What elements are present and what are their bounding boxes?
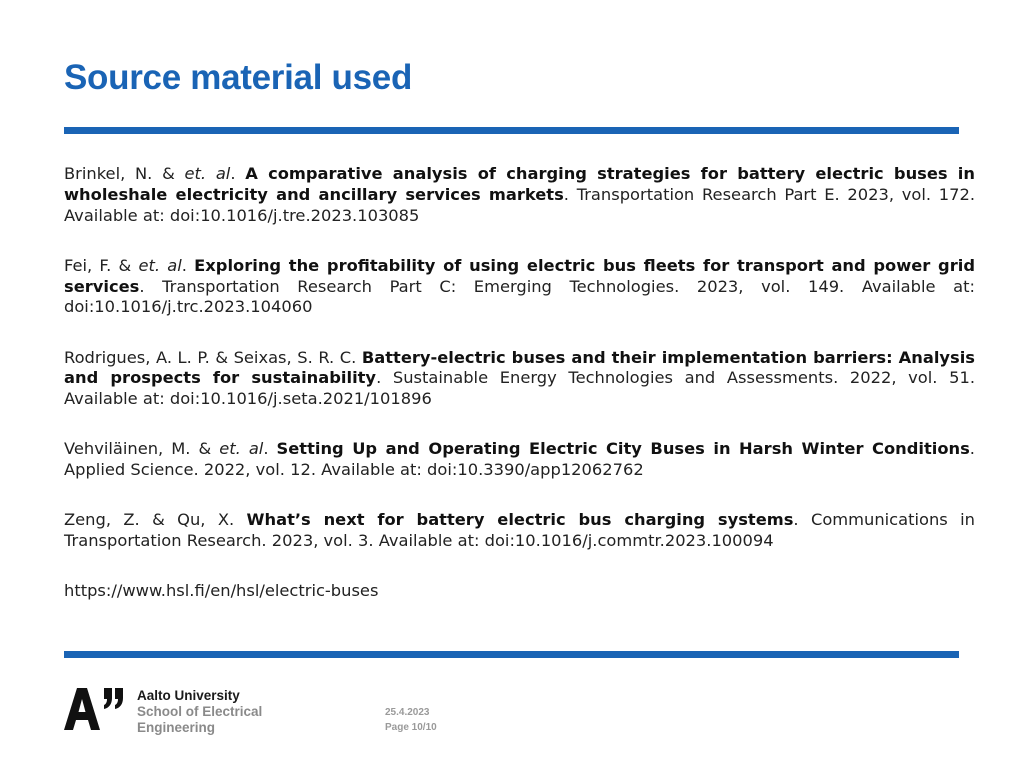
footer-branding — [64, 688, 262, 736]
reference-etal: et. al — [138, 255, 182, 275]
reference-title: What’s next for battery electric bus charging systems — [246, 510, 794, 530]
reference-authors: Brinkel, N. & — [64, 164, 185, 183]
reference-url-link[interactable]: https://www.hsl.fi/en/hsl/electric-buses — [64, 581, 379, 601]
reference-separator: . — [230, 164, 246, 183]
reference-source: . Sustainable Energy Technologies and Assessments. 2022, vol. 51. Available at: doi:10.1016/j.seta.2021/101896 — [64, 368, 976, 409]
reference-etal: et. al — [184, 164, 231, 183]
reference-source: . Transportation Research Part C: Emerging Technologies. 2023, vol. 149. Available at: doi:10.1016/j.trc.2023.104060 — [64, 276, 975, 317]
slide-date: 25.4.2023 — [385, 707, 430, 718]
reference-item-brinkel — [64, 164, 975, 226]
school-name-line1: School of Electrical — [137, 704, 263, 719]
reference-item-hsl-url[interactable] — [64, 581, 975, 602]
reference-source: . Transportation Research Part E. 2023, vol. 172. Available at: doi:10.1016/j.tre.2023.103085 — [64, 184, 976, 225]
reference-authors: Vehviläinen, M. & — [64, 439, 220, 459]
school-name-line2: Engineering — [137, 720, 216, 735]
reference-authors: Fei, F. & — [64, 255, 139, 275]
reference-source: . Communications in Transportation Research. 2023, vol. 3. Available at: doi:10.1016/j.commtr.2023.100094 — [64, 510, 975, 551]
reference-title: Exploring the profitability of using electric bus fleets for transport and power grid services — [64, 255, 975, 296]
reference-list — [64, 164, 975, 632]
reference-source: . Applied Science. 2022, vol. 12. Available at: doi:10.3390/app12062762 — [64, 439, 975, 480]
university-name-block — [137, 688, 262, 736]
reference-separator: . — [263, 439, 277, 459]
reference-item-rodrigues — [64, 348, 975, 410]
reference-etal: et. al — [219, 439, 264, 459]
reference-authors: Rodrigues, A. L. P. & Seixas, S. R. C. — [64, 347, 362, 367]
title-divider — [64, 127, 959, 134]
slide-title: Source material used — [64, 58, 413, 97]
reference-title: A comparative analysis of charging strategies for battery electric buses in wholeshale electricity and ancillary services markets — [64, 164, 975, 204]
reference-title: Battery-electric buses and their implementation barriers: Analysis and prospects for sustainability — [64, 347, 975, 388]
footer-divider — [64, 651, 959, 658]
reference-item-zeng — [64, 510, 975, 552]
aalto-a-logo — [64, 688, 126, 730]
reference-separator: . — [181, 255, 195, 275]
university-name: Aalto University — [137, 688, 240, 703]
reference-title: Setting Up and Operating Electric City Buses in Harsh Winter Conditions — [276, 439, 970, 459]
slide-meta — [385, 705, 437, 735]
reference-item-vehvilainen — [64, 439, 975, 481]
page-number: Page 10/10 — [385, 722, 437, 733]
reference-authors: Zeng, Z. & Qu, X. — [64, 510, 247, 530]
reference-item-fei — [64, 256, 975, 318]
